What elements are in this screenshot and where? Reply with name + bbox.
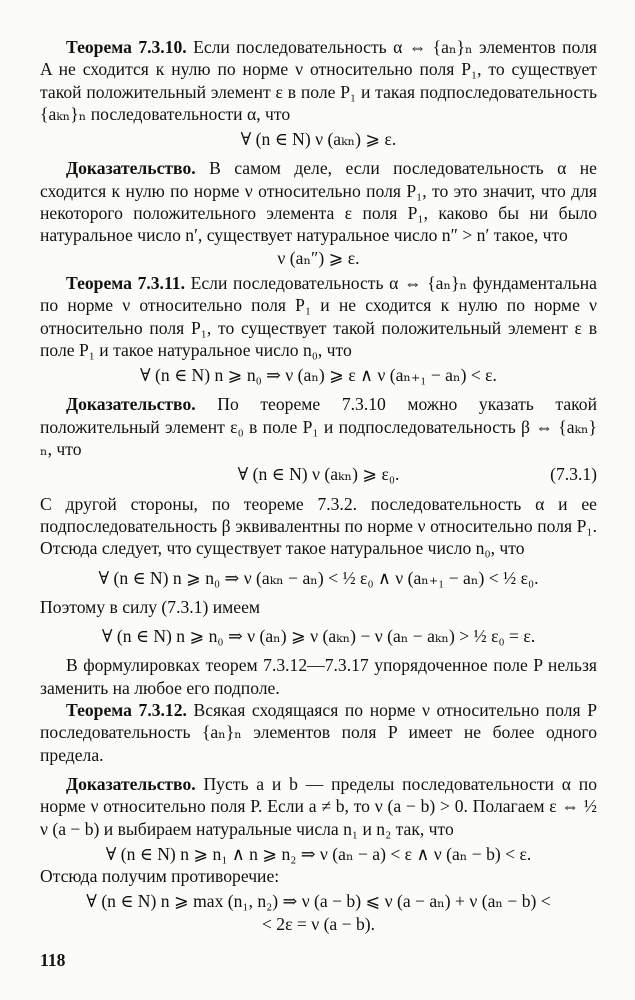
theorem-text: Если последовательность α ⇔ {aₙ}ₙ элементов поля A не сходится к нулю по норме ν относительно поля P₁, то существует такой положительный элемент ε в поле P₁ и такая подпоследовательность {aₖₙ}ₙ последовательности α, что: [40, 37, 597, 124]
theorem-text: Если последовательность α ⇔ {aₙ}ₙ фундаментальна по норме ν относительно поля P₁ и не сходится к нулю по норме ν относительно поля P₁, то существует такой положительный элемент ε в поле P₁ и такое натуральное число n₀, что: [40, 272, 597, 360]
proof-3: [40, 773, 597, 840]
formula-body: ∀ (n ∈ N) ν (aₖₙ) ⩾ ε₀.: [237, 464, 400, 485]
proof-2: [40, 393, 597, 460]
theorem-label: Теорема 7.3.12.: [66, 700, 187, 721]
formula-8-line-1: ∀ (n ∈ N) n ⩾ max (n₁, n₂) ⇒ ν (a − b) ⩽ ν (a − aₙ) + ν (aₙ − b) <: [86, 891, 551, 912]
formula-7: ∀ (n ∈ N) n ⩾ n₁ ∧ n ⩾ n₂ ⇒ ν (aₙ − a) < ε ∧ ν (aₙ − b) < ε.: [105, 843, 532, 864]
paragraph: В формулировках теорем 7.3.12—7.3.17 упорядоченное поле P нельзя заменить на любое его подполе.: [40, 655, 597, 698]
formula-8-line-2: < 2ε = ν (a − b).: [261, 913, 376, 934]
page-number: 118: [40, 950, 66, 970]
formula-7-3-1: [40, 463, 597, 485]
formula-6: ∀ (n ∈ N) n ⩾ n₀ ⇒ ν (aₙ) ⩾ ν (aₖₙ) − ν (aₙ − aₖₙ) > ½ ε₀ = ε.: [101, 626, 536, 647]
proof-label: Доказательство.: [66, 158, 196, 179]
equation-number: (7.3.1): [550, 464, 597, 485]
theorem-7-3-10: [40, 36, 597, 125]
paragraph: Отсюда получим противоречие:: [40, 866, 280, 887]
formula-2: ν (aₙ″) ⩾ ε.: [277, 247, 360, 268]
proof-text: В самом деле, если последовательность α не сходится к нулю по норме ν относительно поля P₁, то это значит, что для некоторого положительного элемента ε поля P₁, каково бы ни было натуральное число n′, существует натуральное число n″ > n′ такое, что: [40, 158, 597, 246]
formula-1: ∀ (n ∈ N) ν (aₖₙ) ⩾ ε.: [240, 129, 397, 150]
theorem-7-3-11: [40, 272, 597, 361]
formula-3: ∀ (n ∈ N) n ⩾ n₀ ⇒ ν (aₙ) ⩾ ε ∧ ν (aₙ₊₁ − aₙ) < ε.: [140, 365, 497, 386]
theorem-label: Теорема 7.3.10.: [66, 37, 187, 57]
proof-1: [40, 157, 597, 246]
proof-text: По теореме 7.3.10 можно указать такой положительный элемент ε₀ в поле P₁ и подпоследовательность β ⇔ {aₖₙ}ₙ, что: [40, 394, 597, 460]
paragraph: Поэтому в силу (7.3.1) имеем: [40, 596, 261, 617]
formula-5: ∀ (n ∈ N) n ⩾ n₀ ⇒ ν (aₖₙ − aₙ) < ½ ε₀ ∧ ν (aₙ₊₁ − aₙ) < ½ ε₀.: [98, 567, 539, 588]
proof-text: Пусть a и b — пределы последовательности α по норме ν относительно поля P. Если a ≠ b, то ν (a − b) > 0. Полагаем ε ⇔ ½ ν (a − b) и выбираем натуральные числа n₁ и n₂ так, что: [40, 773, 597, 839]
proof-label: Доказательство.: [66, 394, 196, 415]
theorem-label: Теорема 7.3.11.: [66, 272, 185, 293]
paragraph: С другой стороны, по теореме 7.3.2. последовательность α и ее подпоследовательность β эквивалентны по норме ν относительно поля P₁. Отсюда следует, что существует такое натуральное число n₀, что: [40, 493, 597, 559]
theorem-7-3-12: [40, 699, 597, 766]
theorem-text: Всякая сходящаяся по норме ν относительно поля P последовательность {aₙ}ₙ элементов поля P имеет не более одного предела.: [40, 700, 597, 765]
proof-label: Доказательство.: [66, 773, 196, 794]
